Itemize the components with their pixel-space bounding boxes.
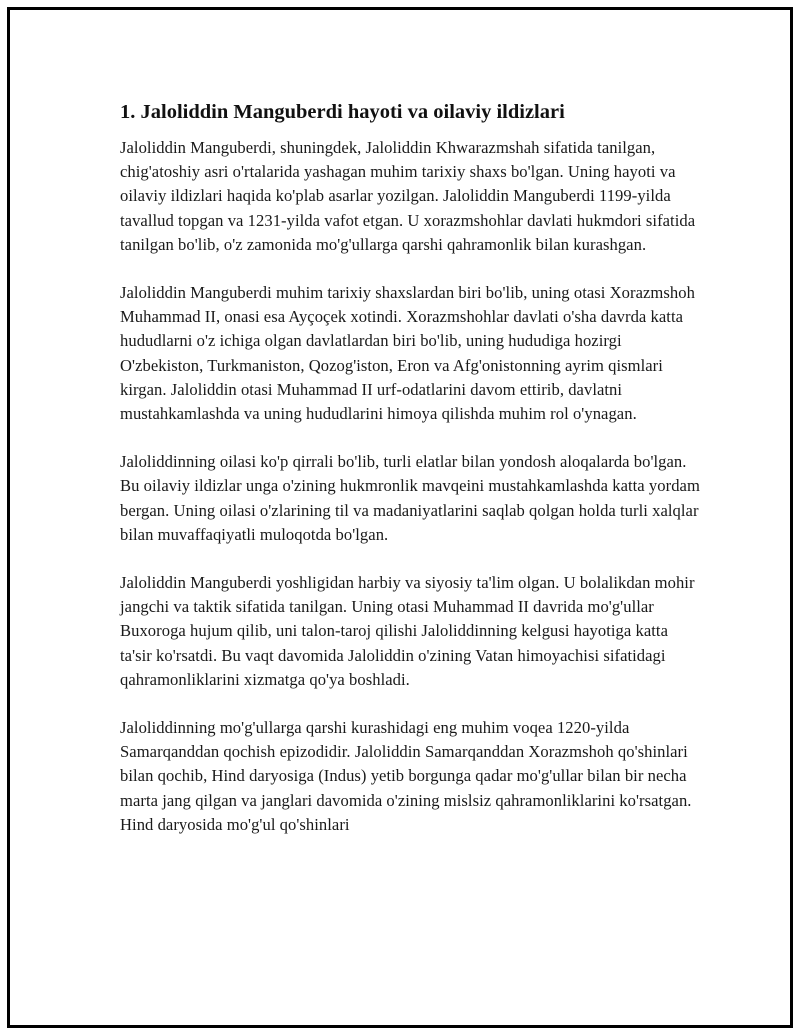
paragraph-4: Jaloliddin Manguberdi yoshligidan harbiy va siyosiy ta'lim olgan. U bolalikdan mohir jangchi va taktik sifatida tanilgan. Uning otasi Muhammad II davrida mo'g'ullar Buxoroga hujum qilib, uni talon-taroj qilishi Jaloliddinning kelgusi hayotiga katta ta'sir ko'rsatdi. Bu vaqt davomida Jaloliddin o'zining Vatan himoyachisi sifatidagi qahramonliklarini xizmatga qo'ya boshladi. [120, 573, 695, 689]
document-body [120, 98, 700, 861]
paragraph-1: Jaloliddin Manguberdi, shuningdek, Jaloliddin Khwarazmshah sifatida tanilgan, chig'atoshiy asri o'rtalarida yashagan muhim tarixiy shaxs bo'lgan. Uning hayoti va oilaviy ildizlari haqida ko'plab asarlar yozilgan. Jaloliddin Manguberdi 1199-yilda tavallud topgan va 1231-yilda vafot etgan. U xorazmshohlar davlati hukmdori sifatida tanilgan bo'lib, o'z zamonida mo'g'ullarga qarshi qahramonlik bilan kurashgan. [120, 138, 696, 254]
paragraph-3: Jaloliddinning oilasi ko'p qirrali bo'lib, turli elatlar bilan yondosh aloqalarda bo'lgan. Bu oilaviy ildizlar unga o'zining hukmronlik mavqeini mustahkamlashda katta yordam bergan. Uning oilasi o'zlarining til va madaniyatlarini saqlab qolgan holda turli xalqlar bilan muvaffaqiyatli muloqotda bo'lgan. [120, 452, 700, 544]
paragraph-2: Jaloliddin Manguberdi muhim tarixiy shaxslardan biri bo'lib, uning otasi Xorazmshoh Muhammad II, onasi esa Ayçoçek xotindi. Xorazmshohlar davlati o'sha davrda katta hududlarni o'z ichiga olgan davlatlardan biri bo'lib, uning hududiga hozirgi O'zbekiston, Turkmaniston, Qozog'iston, Eron va Afg'onistonning ayrim qismlari kirgan. Jaloliddin otasi Muhammad II urf-odatlarini davom ettirib, davlatni mustahkamlashda va uning hududlarini himoya qilishda muhim rol o'ynagan. [120, 283, 695, 424]
paragraph-5: Jaloliddinning mo'g'ullarga qarshi kurashidagi eng muhim voqea 1220-yilda Samarqanddan qochish epizodidir. Jaloliddin Samarqanddan Xorazmshoh qo'shinlari bilan qochib, Hind daryosiga (Indus) yetib borgunga qadar mo'g'ullar bilan bir necha marta jang qilgan va janglari davomida o'zining mislsiz qahramonliklarini ko'rsatgan. Hind daryosida mo'g'ul qo'shinlari [120, 718, 692, 834]
page-frame [7, 7, 793, 1028]
section-heading: 1. Jaloliddin Manguberdi hayoti va oilaviy ildizlari [120, 101, 565, 123]
